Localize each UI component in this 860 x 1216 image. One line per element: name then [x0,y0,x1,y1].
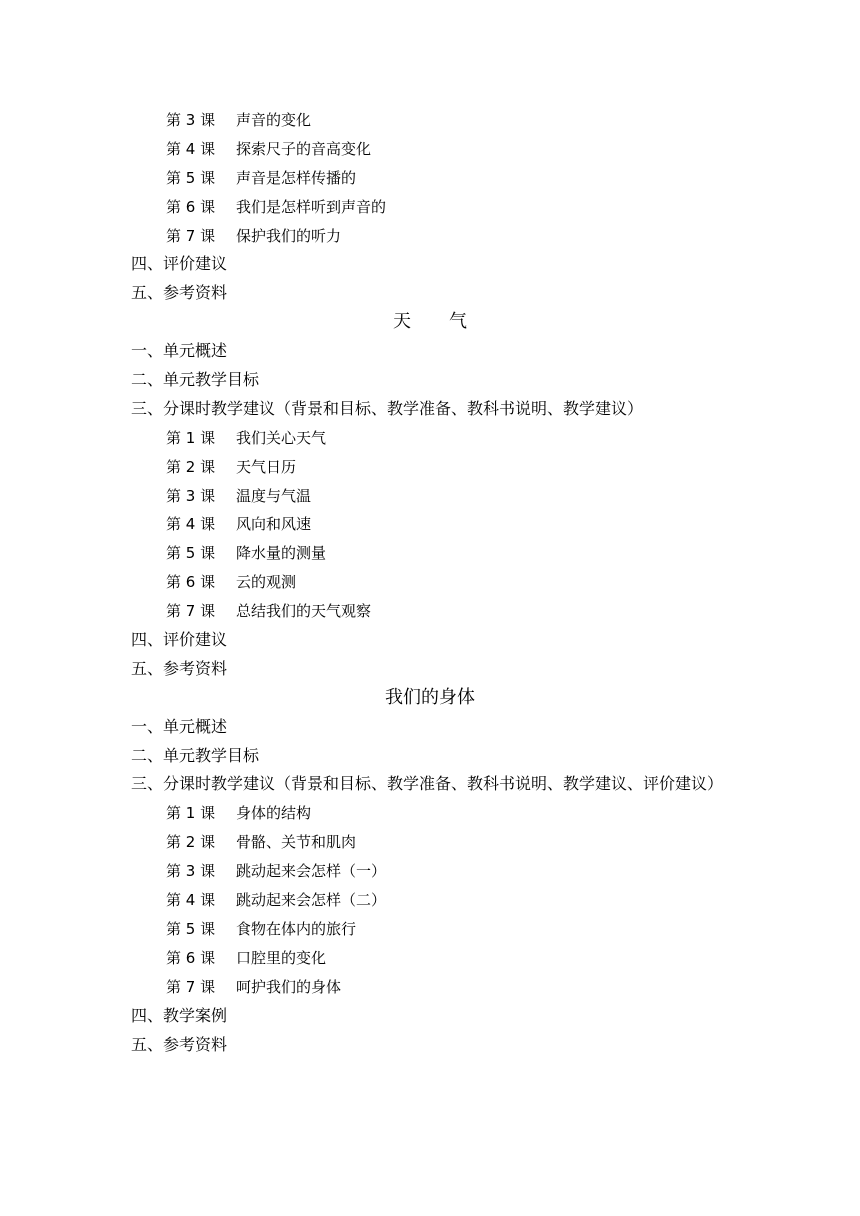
lesson-title: 风向和风速 [236,515,312,534]
lesson-row [0,482,860,511]
lesson-title: 声音的变化 [236,111,312,129]
outline-item: 一、单元概述 [131,716,228,736]
lesson-title: 降水量的测量 [236,544,327,563]
lesson-title: 口腔里的变化 [236,948,327,967]
lesson-title: 食物在体内的旅行 [236,919,357,938]
outline-item: 一、单元概述 [131,341,228,361]
lesson-number: 第 5 课 [166,919,216,938]
lesson-row [0,828,860,857]
outline-item: 五、参考资料 [131,1034,228,1054]
lesson-row [0,886,860,915]
lesson-title: 跳动起来会怎样（二） [236,891,387,910]
lesson-number: 第 6 课 [166,197,216,216]
lesson-number: 第 3 课 [166,486,216,505]
lesson-title: 探索尺子的音高变化 [236,139,372,158]
lesson-title: 骨骼、关节和肌肉 [236,833,357,852]
lesson-number: 第 3 课 [166,862,216,881]
section-title-body: 我们的身体 [385,686,475,708]
lesson-title: 我们关心天气 [236,428,327,447]
outline-item: 二、单元教学目标 [131,370,260,390]
lesson-number: 第 7 课 [166,602,216,621]
lesson-row [0,597,860,626]
lesson-row [0,106,860,135]
lesson-row [0,568,860,597]
lesson-title: 我们是怎样听到声音的 [236,197,387,216]
outline-item: 五、参考资料 [131,283,228,303]
lesson-row [0,539,860,568]
lesson-number: 第 2 课 [166,457,216,476]
outline-item-wrapped: 三、分课时教学建议（背景和目标、教学准备、教科书说明、教学建议、评价建议） [131,774,724,794]
outline-item: 三、分课时教学建议（背景和目标、教学准备、教科书说明、教学建议） [131,398,644,418]
lesson-number: 第 2 课 [166,833,216,852]
lesson-title: 天气日历 [236,457,297,476]
outline-item: 五、参考资料 [131,658,228,678]
lesson-number: 第 7 课 [166,977,216,996]
lesson-number: 第 1 课 [166,428,216,447]
lesson-number: 第 4 课 [166,515,216,534]
lesson-row [0,510,860,539]
lesson-title: 总结我们的天气观察 [236,602,372,621]
lesson-row [0,164,860,193]
lesson-number: 第 1 课 [166,804,216,823]
table-of-contents [0,106,860,1059]
lesson-row [0,424,860,453]
lesson-row [0,799,860,828]
lesson-title: 云的观测 [236,573,297,592]
lesson-row [0,973,860,1002]
lesson-number: 第 4 课 [166,139,216,158]
lesson-row [0,135,860,164]
lesson-number: 第 6 课 [166,573,216,592]
outline-item: 四、教学案例 [131,1005,228,1025]
lesson-title: 声音是怎样传播的 [236,168,357,187]
lesson-row [0,915,860,944]
outline-item: 四、评价建议 [131,630,228,650]
lesson-row [0,944,860,973]
lesson-row [0,193,860,222]
section-title-weather [0,308,860,337]
section-title-part: 气 [449,311,467,333]
lesson-number: 第 3 课 [166,111,216,129]
lesson-title: 跳动起来会怎样（一） [236,862,387,881]
lesson-number: 第 6 课 [166,948,216,967]
lesson-row [0,222,860,251]
lesson-number: 第 7 课 [166,226,216,245]
lesson-title: 身体的结构 [236,804,312,823]
lesson-title: 温度与气温 [236,486,312,505]
lesson-title: 呵护我们的身体 [236,977,342,996]
lesson-number: 第 4 课 [166,891,216,910]
section-title-part: 天 [393,311,411,333]
lesson-row [0,857,860,886]
outline-item: 二、单元教学目标 [131,745,260,765]
outline-item: 四、评价建议 [131,254,228,274]
lesson-row [0,453,860,482]
lesson-number: 第 5 课 [166,544,216,563]
lesson-number: 第 5 课 [166,168,216,187]
lesson-title: 保护我们的听力 [236,226,342,245]
